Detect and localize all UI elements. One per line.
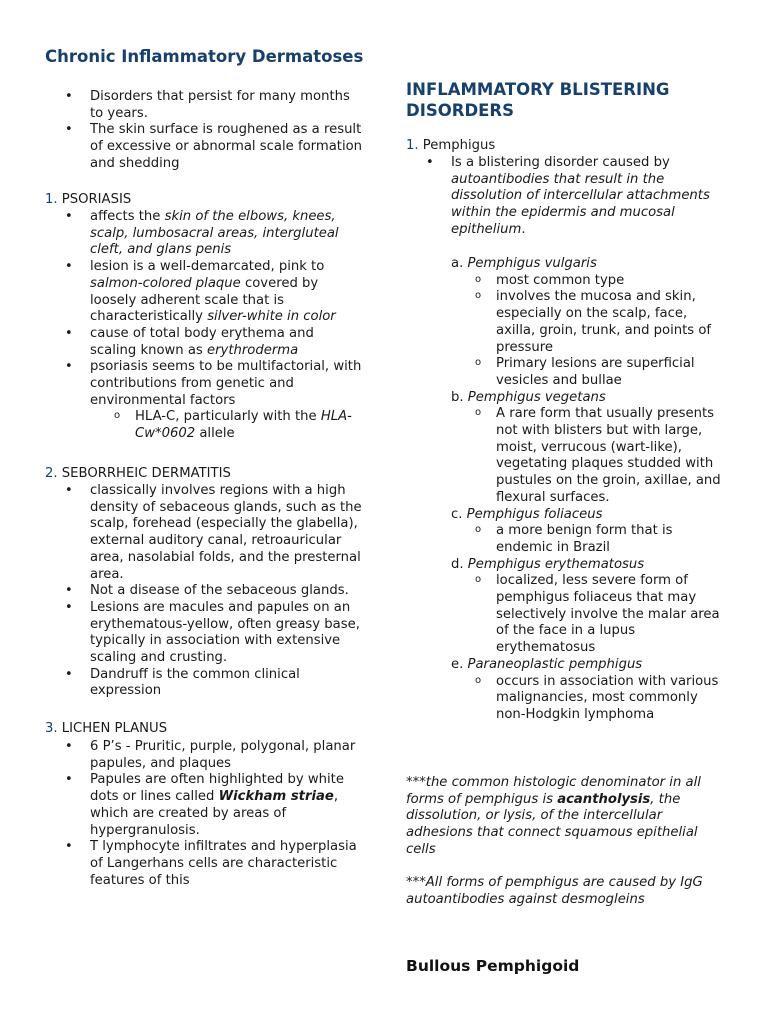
pemphigus-list (406, 155, 728, 239)
pemphigus-types (406, 256, 728, 724)
heading-lichen (45, 721, 363, 738)
note-igg: ***All forms of pemphigus are caused by IgG autoantibodies against desmogleins (406, 875, 703, 907)
heading-text: Pemphigus (422, 138, 496, 153)
heading-psoriasis (45, 192, 363, 209)
heading-number: 2. (45, 466, 58, 481)
heading-number: 3. (45, 721, 58, 736)
list-item: o most common type (451, 273, 728, 290)
list-item: • Lesions are macules and papules on an erythematous-yellow, often greasy base, typically in association with extensive scaling and crusting. (45, 600, 363, 667)
list-item: o A rare form that usually presents not with blisters but with large, moist, verrucous (wart-like), vegetating plaques studded with pustules on the groin, axillae, and flexural surfaces. (451, 406, 728, 506)
note-acantholysis: ***the common histologic denominator in all forms of pemphigus is acantholysis, the dissolution, or lysis, of the intercellular adhesions that connect squamous epithelial cells (406, 775, 701, 857)
list-item: • psoriasis seems to be multifactorial, with contributions from genetic and environmental factors o HLA-C, particularly with the HLA-Cw*0602 allele (45, 359, 363, 443)
list-item: o occurs in association with various malignancies, most commonly non-Hodgkin lymphoma (451, 674, 728, 724)
list-item: o involves the mucosa and skin, especially on the scalp, face, axilla, groin, trunk, and points of pressure (451, 289, 728, 356)
type-list (406, 674, 728, 724)
heading-text: PSORIASIS (61, 192, 132, 207)
type-list (406, 523, 728, 556)
section-title-chronic: Chronic Inflammatory Dermatoses (45, 47, 364, 66)
heading-bullous-pemphigoid: Bullous Pemphigoid (406, 957, 580, 975)
sub-list-item: o HLA-C, particularly with the HLA-Cw*0602 allele (90, 409, 363, 442)
type-heading: c. Pemphigus foliaceus (451, 506, 603, 522)
list-item: o localized, less severe form of pemphigus foliaceus that may selectively involve the malar area of the face in a lupus erythematosus (451, 573, 728, 657)
list-item: • The skin surface is roughened as a result of excessive or abnormal scale formation and shedding (45, 122, 363, 172)
intro-list (45, 89, 363, 173)
heading-number: 1. (406, 138, 419, 153)
type-heading: a. Pemphigus vulgaris (451, 256, 597, 271)
list-item: • Is a blistering disorder caused by autoantibodies that result in the dissolution of intercellular attachments within the epidermis and mucosal epithelium. (406, 155, 728, 239)
list-item: o a more benign form that is endemic in Brazil (451, 523, 728, 556)
type-heading: d. Pemphigus erythematosus (451, 556, 645, 572)
list-item: • affects the skin of the elbows, knees, scalp, lumbosacral areas, intergluteal cleft, and glans penis (45, 209, 363, 259)
heading-pemphigus (406, 138, 728, 155)
list-item: o Primary lesions are superficial vesicles and bullae (451, 356, 728, 389)
lichen-list (45, 739, 363, 889)
list-item: • Papules are often highlighted by white dots or lines called Wickham striae, which are created by areas of hypergranulosis. (45, 772, 363, 839)
type-list (406, 273, 728, 390)
list-item: • lesion is a well-demarcated, pink to salmon-colored plaque covered by loosely adherent scale that is characteristically silver-white in color (45, 259, 363, 326)
seborrheic-list (45, 483, 363, 700)
list-item: • cause of total body erythema and scaling known as erythroderma (45, 326, 363, 359)
section-title-blistering: INFLAMMATORY BLISTERING DISORDERS (406, 80, 670, 120)
heading-text: LICHEN PLANUS (61, 721, 168, 736)
type-heading: b. Pemphigus vegetans (451, 389, 606, 405)
list-item: • classically involves regions with a high density of sebaceous glands, such as the scalp, forehead (especially the glabella), external auditory canal, retroauricular area, nasolabial folds, and the presternal area. (45, 483, 363, 583)
psoriasis-list (45, 209, 363, 443)
list-item: • 6 P’s - Pruritic, purple, polygonal, planar papules, and plaques (45, 739, 363, 772)
list-item: • Dandruff is the common clinical expression (45, 667, 363, 700)
heading-number: 1. (45, 192, 58, 207)
type-list (406, 573, 728, 657)
heading-text: SEBORRHEIC DERMATITIS (61, 466, 231, 481)
list-item: • T lymphocyte infiltrates and hyperplasia of Langerhans cells are characteristic features of this (45, 839, 363, 889)
list-item: • Disorders that persist for many months to years. (45, 89, 363, 122)
heading-seborrheic (45, 466, 363, 483)
type-heading: e. Paraneoplastic pemphigus (451, 656, 643, 672)
type-list (406, 406, 728, 506)
list-item: • Not a disease of the sebaceous glands. (45, 583, 363, 600)
sub-list (90, 409, 363, 442)
